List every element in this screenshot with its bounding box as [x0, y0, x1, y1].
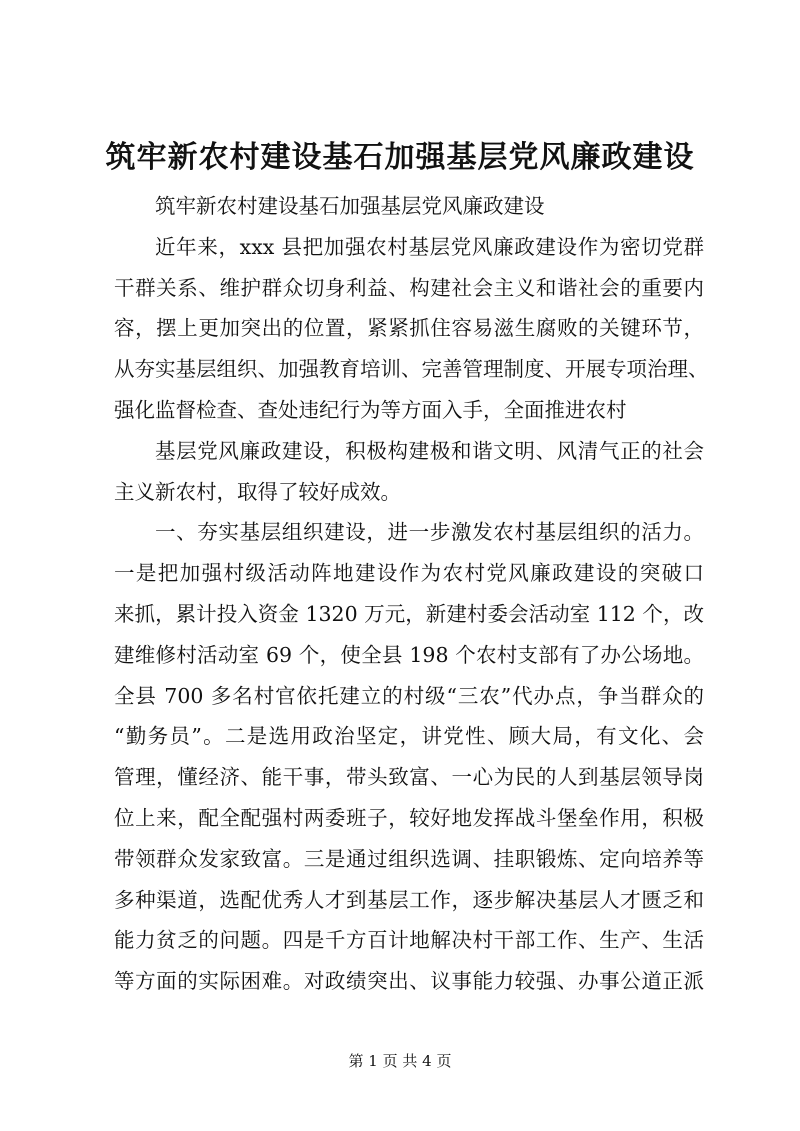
body-line: 基层党风廉政建设，积极构建极和谐文明、风清气正的社会: [155, 438, 704, 463]
body-line: 等方面的实际困难。对政绩突出、议事能力较强、办事公道正派: [114, 969, 704, 994]
body-line: 位上来，配全配强村两委班子，较好地发挥战斗堡垒作用，积极: [114, 805, 704, 830]
page-title: 筑牢新农村建设基石加强基层党风廉政建设: [105, 140, 695, 175]
body-line: 来抓，累计投入资金 1320 万元，新建村委会活动室 112 个，改: [114, 601, 704, 626]
body-line: “勤务员”。二是选用政治坚定，讲党性、顾大局，有文化、会: [114, 724, 704, 749]
body-line: 一、夯实基层组织建设，进一步激发农村基层组织的活力。: [155, 520, 704, 545]
body-line: 全县 700 多名村官依托建立的村级“三农”代办点，争当群众的: [114, 683, 704, 708]
body-line: 干群关系、维护群众切身利益、构建社会主义和谐社会的重要内: [114, 275, 704, 300]
body-line: 建维修村活动室 69 个，使全县 198 个农村支部有了办公场地。: [114, 642, 704, 667]
body-line: 能力贫乏的问题。四是千方百计地解决村干部工作、生产、生活: [114, 928, 704, 953]
body-line: 管理，懂经济、能干事，带头致富、一心为民的人到基层领导岗: [114, 765, 704, 790]
body-line: 一是把加强村级活动阵地建设作为农村党风廉政建设的突破口: [114, 561, 704, 586]
body-line: 主义新农村，取得了较好成效。: [114, 479, 401, 504]
page-footer: 第 1 页 共 4 页: [348, 1052, 452, 1070]
body-line: 多种渠道，选配优秀人才到基层工作，逐步解决基层人才匮乏和: [114, 887, 704, 912]
body-line: 带领群众发家致富。三是通过组织选调、挂职锻炼、定向培养等: [114, 846, 704, 871]
body-line: 近年来，xxx 县把加强农村基层党风廉政建设作为密切党群: [155, 234, 704, 259]
document-body: [114, 186, 709, 1002]
body-line: 筑牢新农村建设基石加强基层党风廉政建设: [155, 194, 545, 218]
body-line: 强化监督检查、查处违纪行为等方面入手，全面推进农村: [114, 397, 627, 422]
body-line: 从夯实基层组织、加强教育培训、完善管理制度、开展专项治理、: [114, 357, 709, 382]
body-line: 容，摆上更加突出的位置，紧紧抓住容易滋生腐败的关键环节，: [114, 316, 704, 341]
